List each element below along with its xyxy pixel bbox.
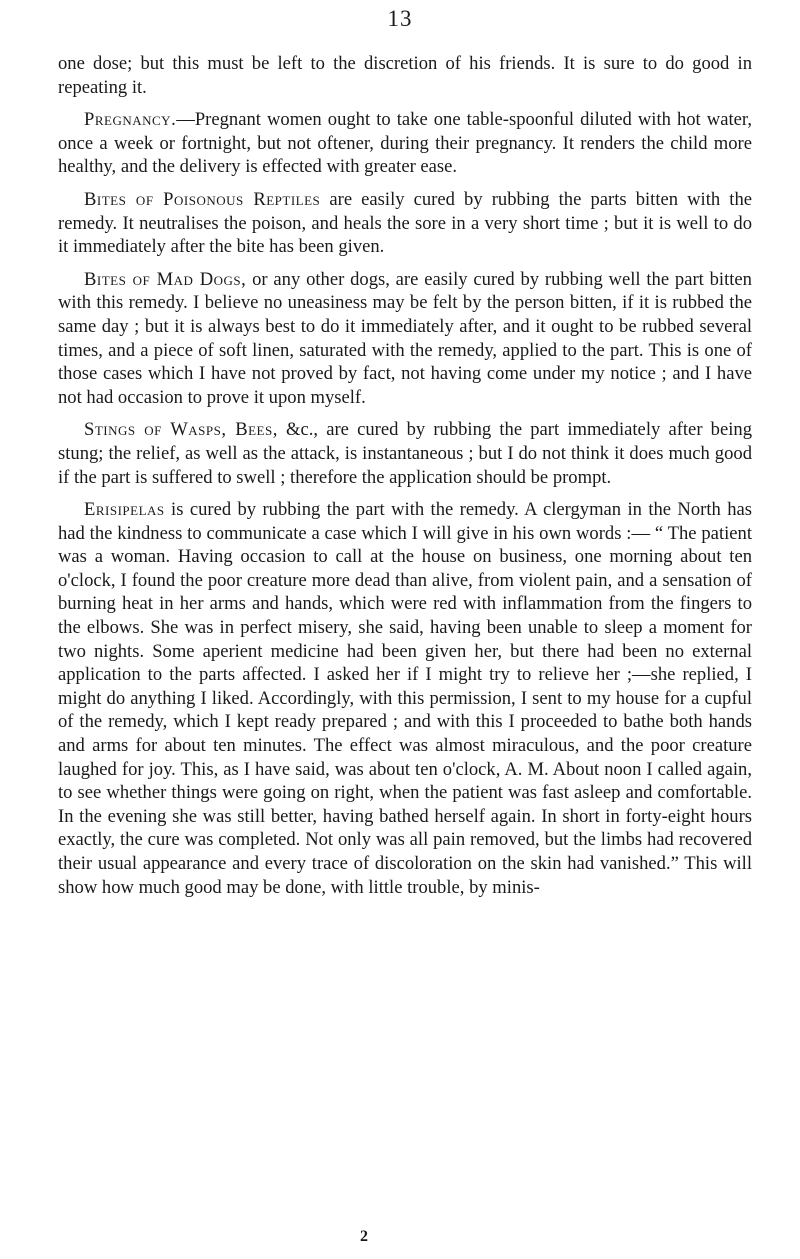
paragraph-text: is cured by rubbing the part with the remedy. A clergyman in the North has had the kindness to communicate a case which I will give in his own words :— “ The patient was a woman. Having occasion to call at the house on business, one morning about ten o'clock, I found the poor creature more dead than alive, from violent pain, and a sensation of burning heat in her arms and hands, which were red with inflammation from the fingers to the elbows. She was in perfect misery, she said, having been unable to sleep a moment for two nights. Some aperient medicine had been given her, but there had been no external application to the parts affected. I asked her if I might try to relieve her ;—she replied, I might do anything I liked. Accordingly, with this permission, I sent to my house for a cupful of the remedy, which I kept ready prepared ; and with this I proceeded to bathe both hands and arms for about ten minutes. The effect was almost miraculous, and the poor creature laughed for joy. This, as I have said, was about ten o'clock, A. M. About noon I called again, to see whether things were going on right, when the patient was fast asleep and comfortable. In the evening she was still better, having bathed herself again. In short in forty-eight hours exactly, the cure was completed. Not only was all pain removed, but the limbs had recovered their usual appearance and every trace of discoloration on the skin had vanished.” This will show how much good may be done, with little trouble, by minis-	[58, 499, 752, 898]
paragraph-text: are easily cured by rubbing the parts bitten with the remedy. It neutralises the poison, and heals the sore in a very short time ; but it is well to do it immediately after the bite has been given.	[58, 188, 752, 258]
paragraph-text: one dose; but this must be left to the discretion of his friends. It is sure to do good in repeating it.	[58, 53, 752, 98]
paragraph-wasps-bees	[58, 418, 752, 489]
signature-mark: 2	[360, 1228, 368, 1245]
section-heading: Bites of Poisonous Reptiles	[84, 188, 321, 210]
paragraph-text: —Pregnant women ought to take one table-spoonful diluted with hot water, once a week or fortnight, but not oftener, during their pregnancy. It renders the child more healthy, and the delivery is effected with greater ease.	[58, 109, 752, 178]
body-text	[58, 52, 752, 908]
paragraph-mad-dogs	[58, 268, 752, 410]
section-heading: Pregnancy.	[84, 109, 177, 131]
paragraph-pregnancy	[58, 108, 752, 179]
paragraph-continuation	[58, 52, 752, 99]
section-heading: Erisipelas	[84, 499, 165, 521]
paragraph-poisonous-reptiles	[58, 188, 752, 259]
paragraph-text: or any other dogs, are easily cured by rubbing well the part bitten with this remedy. I believe no uneasiness may be felt by the person bitten, if it is rubbed the same day ; but it is always best to do it immediately after, and it ought to be rubbed several times, and a piece of soft linen, saturated with the remedy, applied to the part. This is one of those cases which I have not proved by fact, not having come under my notice ; and I have not had occasion to prove it upon myself.	[58, 268, 752, 408]
section-heading: Stings of Wasps, Bees,	[84, 419, 278, 441]
section-heading: Bites of Mad Dogs,	[84, 268, 247, 290]
page-number: 13	[387, 6, 413, 31]
paragraph-text: &c., are cured by rubbing the part immediately after being stung; the relief, as well as the attack, is instantaneous ; but I do not think it does much good if the part is suffered to swell ; therefore the application should be prompt.	[58, 419, 752, 488]
paragraph-erisipelas	[58, 498, 752, 899]
